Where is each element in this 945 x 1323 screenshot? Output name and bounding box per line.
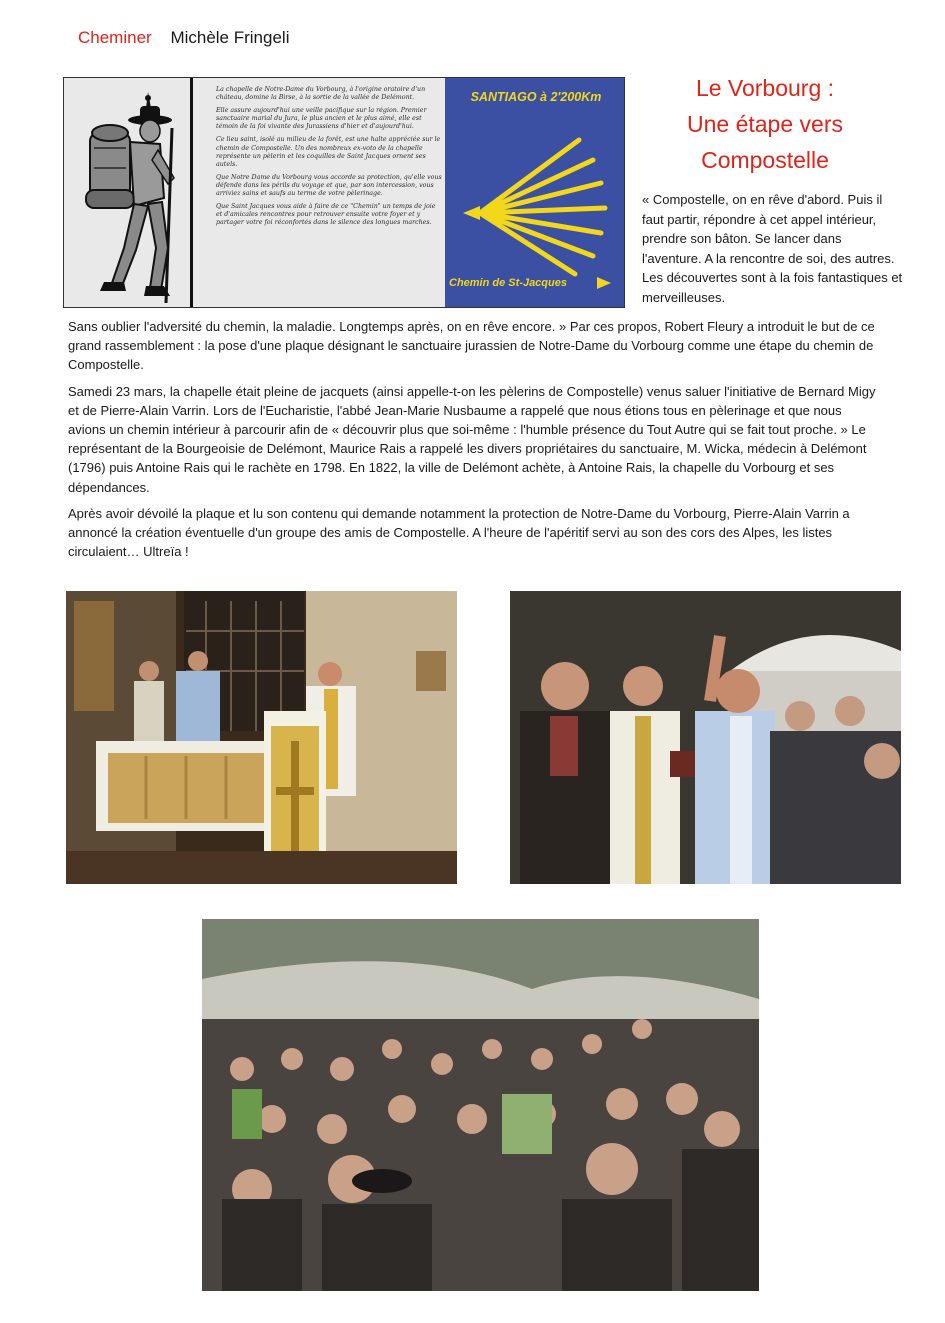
page-header <box>78 28 289 48</box>
photo-blessing <box>510 591 901 884</box>
plaque-image <box>63 77 625 308</box>
body-paragraph: Samedi 23 mars, la chapelle était pleine de jacquets (ainsi appelle-t-on les pèlerins de Compostelle) venus saluer l'initiative de Bernard Migy et de Pierre-Alain Varrin. Lors de l'Eucharistie, l'abbé Jean-Marie Nusbaume a rappelé que nous étions tous en pèlerinage et que nous avions un chemin intérieur à parcourir afin de « découvrir plus que soi-même : l'humble présence du Tout Autre qui se fait tout proche. » Le représentant de la Bourgeoisie de Delémont, Maurice Rais a rappelé les divers propriétaires du sanctuaire, M. Wicka, médecin à Delémont (1796) puis Antoine Rais qui le rachète en 1798. En 1822, la ville de Delémont achète, à Antoine Rais, la chapelle du Vorbourg et ses dépendances. <box>68 383 876 495</box>
plaque-paragraph: Elle assure aujourd'hui une veille pacifique sur la région. Premier sanctuaire marial du Jura, le plus ancien et le plus aimé, elle est témoin de la foi vivante des Jurassiens d'hier et d'aujourd'hui. <box>216 107 427 131</box>
author-name: Michèle Fringeli <box>170 28 290 47</box>
plaque-paragraph: Ce lieu saint, isolé au milieu de la forêt, est une halte appréciée sur le chemin de Compostelle. Un des nombreux ex-voto de la chapelle représente un pèlerin et les coquilles de Saint Jacques ornent ses autels. <box>216 136 441 168</box>
title-line: Compostelle <box>701 147 829 173</box>
santiago-distance: SANTIAGO à 2'200Km <box>470 90 602 104</box>
body-paragraph: Sans oublier l'adversité du chemin, la maladie. Longtemps après, on en rêve encore. » Par ces propos, Robert Fleury a introduit le but de ce grand rassemblement : la pose d'une plaque désignant le sanctuaire jurassien de Notre-Dame du Vorbourg comme une étape du chemin de Compostelle. <box>68 319 875 373</box>
scallop-shell-icon <box>445 78 624 307</box>
photo-chapel-mass <box>66 591 457 884</box>
plaque-paragraph: La chapelle de Notre-Dame du Vorbourg, à l'origine oratoire d'un château, domine la Birse, à la sortie de la vallée de Delémont. <box>216 86 426 102</box>
pilgrim-illustration <box>64 78 189 307</box>
chemin-label: Chemin de St-Jacques <box>449 277 567 289</box>
santiago-sign <box>445 78 624 307</box>
intro-quote: « Compostelle, on en rêve d'abord. Puis il faut partir, répondre à cet appel intérieur, prendre son bâton. Se lancer dans l'aventure. A la rencontre de soi, des autres. Les découvertes sont à la fois fantastiques et merveilleuses. <box>642 192 903 305</box>
body-paragraph: Après avoir dévoilé la plaque et lu son contenu qui demande notamment la protection de Notre-Dame du Vorbourg, Pierre-Alain Varrin a annoncé la création éventuelle d'un groupe des amis de Compostelle. A l'heure de l'apéritif servi au son des cors des Alpes, les listes circulaient… Ultreïa ! <box>68 505 850 560</box>
photo-crowd <box>202 919 759 1291</box>
title-line: Le Vorbourg : <box>695 75 835 101</box>
article-title <box>660 70 870 178</box>
plaque-paragraph: Que Saint Jacques vous aide à faire de ce "Chemin" un temps de joie et d'amicales rencontres pour retrouver ensuite votre foyer et y partager votre foi réconfortés dans le silence des longues marches. <box>216 203 436 227</box>
plaque-divider <box>190 78 193 307</box>
plaque-paragraph: Que Notre Dame du Vorbourg vous accorde sa protection, qu'elle vous défende dans les périls du voyage et que, par son intercession, vous arriviez sains et saufs au terme de votre pèlerinage. <box>216 173 442 198</box>
article-body <box>68 317 880 568</box>
title-line: Une étape vers <box>687 111 843 137</box>
plaque-text <box>216 86 442 232</box>
rubric-label: Cheminer <box>78 28 152 47</box>
